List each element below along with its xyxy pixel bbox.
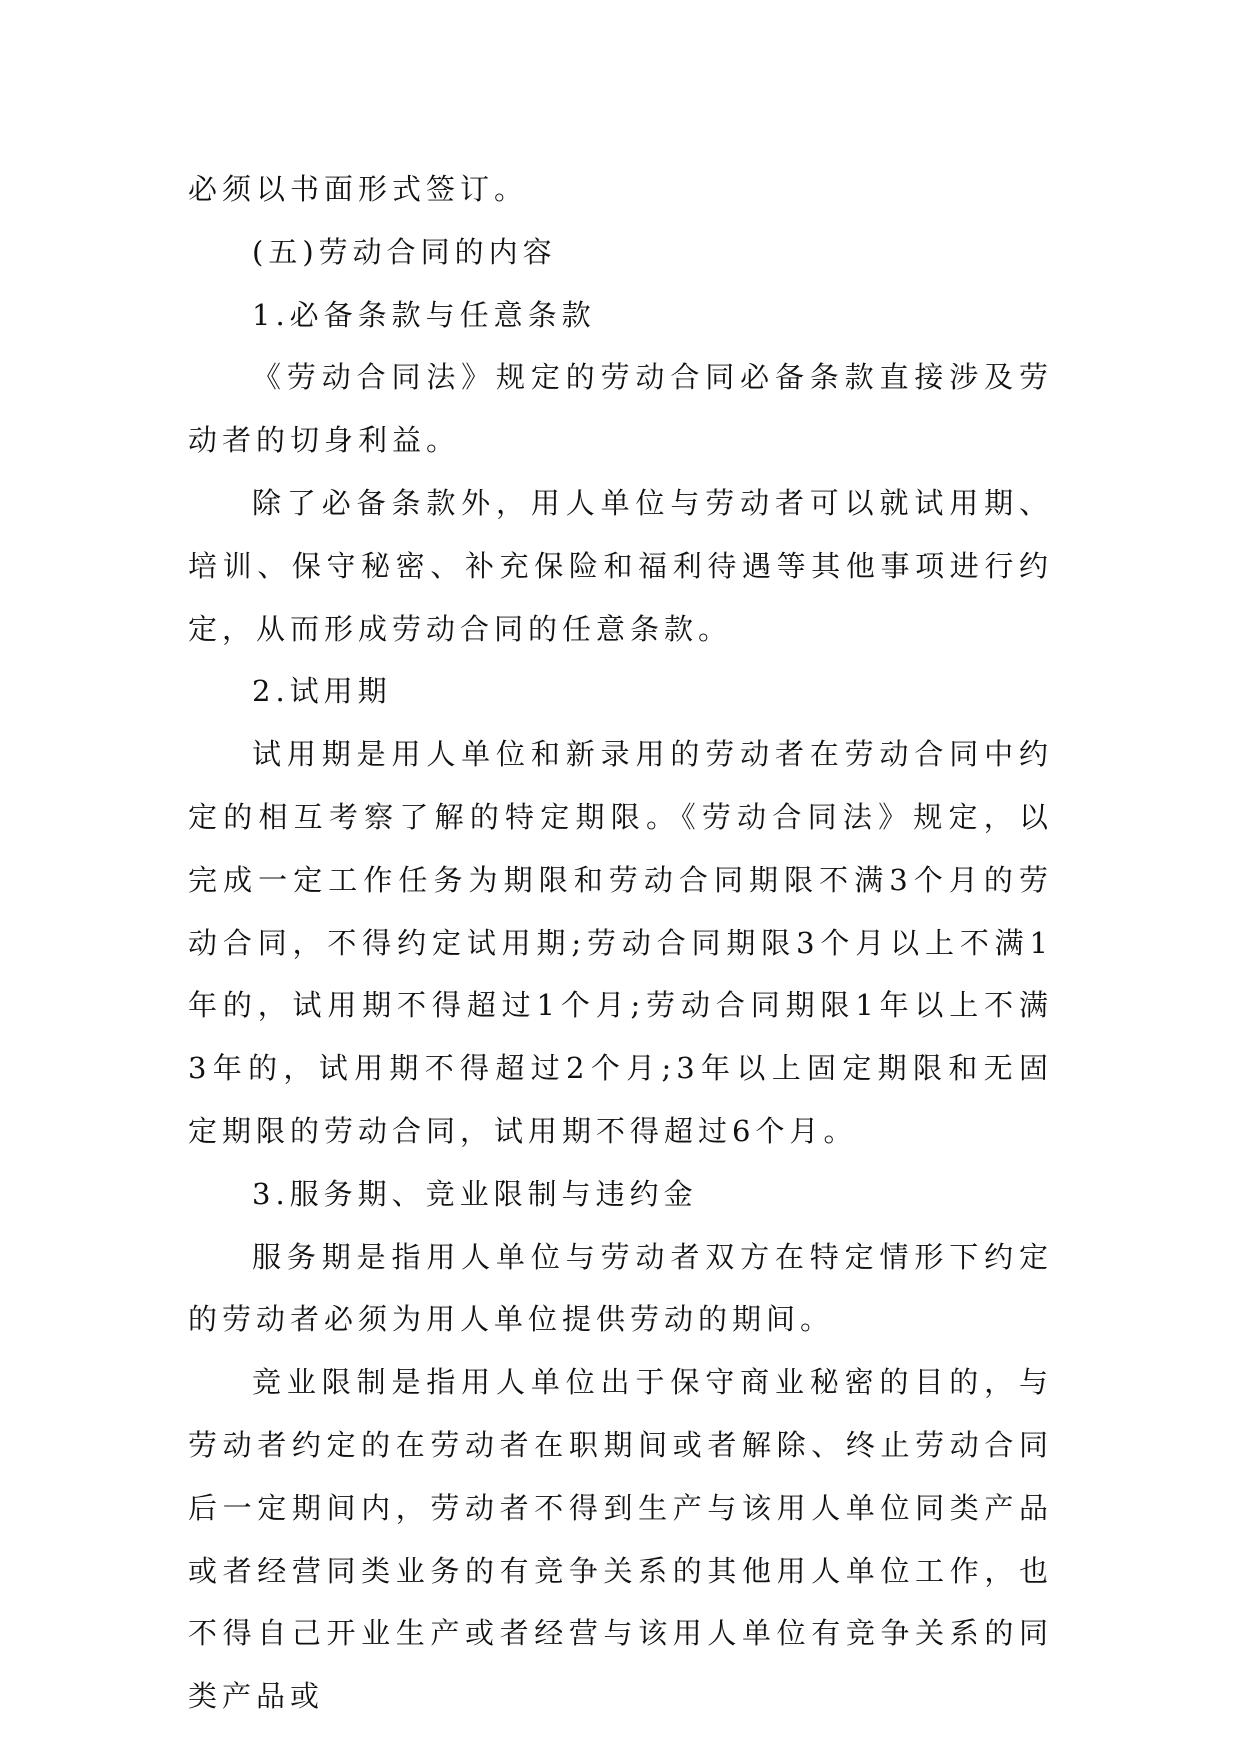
subheading-service-noncompete-penalty: 3.服务期、竞业限制与违约金 [252,1176,698,1211]
section-heading-contract-content: (五)劳动合同的内容 [252,234,557,269]
paragraph-service-period: 服务期是指用人单位与劳动者双方在特定情形下约定的劳动者必须为用人单位提供劳动的期间。 [188,1239,1053,1337]
paragraph-continuation: 必须以书面形式签订。 [188,172,529,206]
paragraph-optional-clauses: 除了必备条款外，用人单位与劳动者可以就试用期、培训、保守秘密、补充保险和福利待遇等其他事项进行约定，从而形成劳动合同的任意条款。 [188,485,1053,646]
subheading-probation: 2.试用期 [252,674,392,709]
paragraph-mandatory-clauses: 《劳动合同法》规定的劳动合同必备条款直接涉及劳动者的切身利益。 [188,360,1053,458]
document-body [188,158,1053,1728]
subheading-mandatory-optional-clauses: 1.必备条款与任意条款 [252,297,596,332]
paragraph-probation-period: 试用期是用人单位和新录用的劳动者在劳动合同中约定的相互考察了解的特定期限。《劳动合同法》规定，以完成一定工作任务为期限和劳动合同期限不满3个月的劳动合同，不得约定试用期;劳动合同期限3个月以上不满1年的，试用期不得超过1个月;劳动合同期限1年以上不满3年的，试用期不得超过2个月;3年以上固定期限和无固定期限的劳动合同，试用期不得超过6个月。 [188,737,1053,1148]
paragraph-noncompete: 竞业限制是指用人单位出于保守商业秘密的目的，与劳动者约定的在劳动者在职期间或者解除、终止劳动合同后一定期间内，劳动者不得到生产与该用人单位同类产品或者经营同类业务的有竞争关系的其他用人单位工作，也不得自己开业生产或者经营与该用人单位有竞争关系的同类产品或 [188,1365,1053,1714]
